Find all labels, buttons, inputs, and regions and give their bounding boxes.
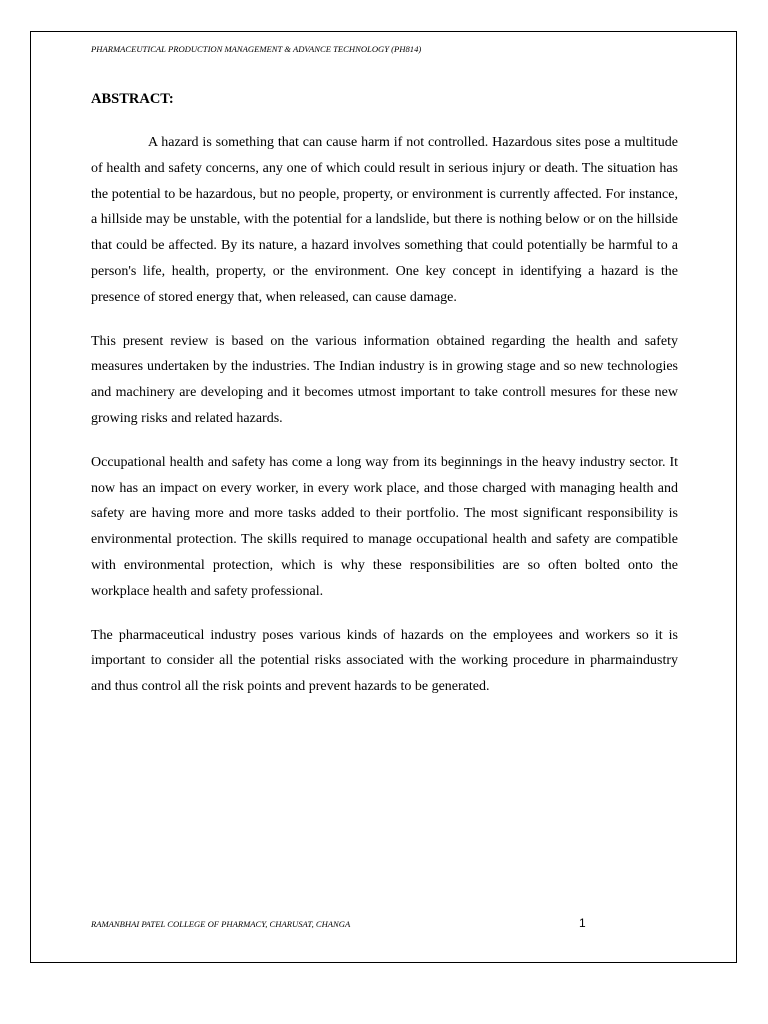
page-number: 1 bbox=[579, 916, 586, 930]
document-body bbox=[91, 130, 678, 718]
footer-institution: RAMANBHAI PATEL COLLEGE OF PHARMACY, CHARUSAT, CHANGA bbox=[91, 919, 351, 929]
section-heading: ABSTRACT: bbox=[91, 91, 174, 107]
paragraph-4: The pharmaceutical industry poses various kinds of hazards on the employees and workers so it is important to consider all the potential risks associated with the working procedure in pharmaindustry and thus control all the risk points and prevent hazards to be generated. bbox=[91, 627, 678, 695]
paragraph-2: This present review is based on the various information obtained regarding the health and safety measures undertaken by the industries. The Indian industry is in growing stage and so new technologies and machinery are developing and it becomes utmost important to take controll mesures for these new growing risks and related hazards. bbox=[91, 333, 678, 426]
paragraph-3: Occupational health and safety has come a long way from its beginnings in the heavy industry sector. It now has an impact on every worker, in every work place, and those charged with managing health and safety are having more and more tasks added to their portfolio. The most significant responsibility is environmental protection. The skills required to manage occupational health and safety are compatible with environmental protection, which is why these responsibilities are so often bolted onto the workplace health and safety professional. bbox=[91, 454, 678, 599]
paragraph-1: A hazard is something that can cause harm if not controlled. Hazardous sites pose a multitude of health and safety concerns, any one of which could result in serious injury or death. The situation has the potential to be hazardous, but no people, property, or environment is currently affected. For instance, a hillside may be unstable, with the potential for a landslide, but there is nothing below or on the hillside that could be affected. By its nature, a hazard involves something that could potentially be harmful to a person's life, health, property, or the environment. One key concept in identifying a hazard is the presence of stored energy that, when released, can cause damage. bbox=[91, 135, 678, 305]
running-header: PHARMACEUTICAL PRODUCTION MANAGEMENT & ADVANCE TECHNOLOGY (PH814) bbox=[91, 44, 422, 54]
